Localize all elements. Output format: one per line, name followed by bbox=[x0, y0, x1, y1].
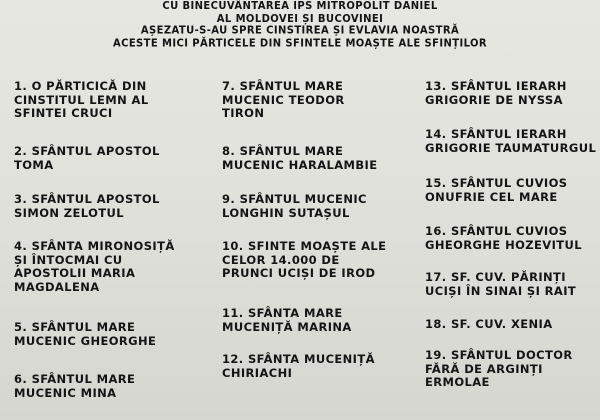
saint-entry-first-line bbox=[425, 225, 582, 239]
saint-entry-first-line bbox=[222, 193, 367, 207]
saint-text: SFÂNTUL IERARH bbox=[450, 79, 567, 93]
saint-text: APOSTOLII MARIA bbox=[14, 266, 136, 280]
saint-number: 13. bbox=[425, 79, 447, 93]
saint-text: SFÂNTUL DOCTOR bbox=[450, 348, 573, 362]
saint-entry-line bbox=[222, 267, 386, 281]
saint-number: 17. bbox=[425, 270, 447, 284]
saint-entry bbox=[425, 318, 553, 332]
saint-entry-first-line bbox=[425, 271, 576, 285]
saint-entry bbox=[14, 373, 135, 400]
saint-entry bbox=[425, 128, 596, 155]
saint-text: SFÂNTUL MUCENIC bbox=[239, 192, 367, 206]
saint-number: 10. bbox=[222, 239, 244, 253]
saint-entry-first-line bbox=[425, 128, 596, 142]
saint-text: SFINTE MOAȘTE ALE bbox=[247, 239, 387, 253]
saint-text: GRIGORIE TAUMATURGUL bbox=[425, 140, 597, 155]
saint-number: 1. bbox=[14, 79, 28, 93]
saint-text: MUCENIȚĂ MARINA bbox=[222, 319, 352, 334]
saint-entry-first-line bbox=[14, 193, 160, 207]
saint-text: TIRON bbox=[222, 106, 265, 120]
saint-number: 3. bbox=[14, 192, 28, 206]
header-line: AȘEZATU-S-AU SPRE CINSTIREA ȘI EVLAVIA NOASTRĂ bbox=[140, 25, 460, 37]
saint-text: SFÂNTA MARE bbox=[247, 306, 343, 320]
saint-entry-first-line bbox=[222, 240, 386, 254]
saint-text: MUCENIC HARALAMBIE bbox=[222, 157, 378, 172]
saint-entry bbox=[425, 225, 582, 252]
saint-entry-first-line bbox=[222, 353, 375, 367]
saint-entry-first-line bbox=[222, 145, 377, 159]
saint-entry-line bbox=[425, 142, 596, 156]
saint-text: SF. CUV. XENIA bbox=[450, 317, 553, 331]
saint-number: 18. bbox=[425, 317, 447, 331]
saint-text: SIMON ZELOTUL bbox=[14, 205, 125, 220]
saint-number: 2. bbox=[14, 144, 28, 158]
saint-text: SFÂNTUL CUVIOS bbox=[450, 176, 568, 190]
saint-entry-first-line bbox=[14, 240, 175, 254]
saint-number: 5. bbox=[14, 320, 28, 334]
saint-number: 7. bbox=[222, 79, 236, 93]
saint-text: ERMOLAE bbox=[425, 375, 490, 389]
saint-text: MUCENIC TEODOR bbox=[222, 92, 345, 107]
saint-text: SFÂNTA MIRONOSIȚĂ bbox=[31, 239, 175, 253]
saint-number: 11. bbox=[222, 306, 244, 320]
saint-entry bbox=[222, 240, 386, 281]
saint-text: CINSTITUL LEMN AL bbox=[14, 92, 149, 107]
saint-text: O PĂRTICICĂ DIN bbox=[31, 79, 147, 93]
saint-number: 6. bbox=[14, 372, 28, 386]
saint-entry-line bbox=[14, 159, 160, 173]
saint-entry bbox=[425, 80, 567, 107]
saint-entry bbox=[425, 177, 567, 204]
saint-entry bbox=[222, 80, 345, 121]
saint-entry bbox=[14, 80, 149, 121]
saint-text: SFÂNTUL MARE bbox=[239, 144, 344, 158]
plaque-header bbox=[0, 0, 600, 50]
saint-entry-line bbox=[14, 107, 149, 121]
saint-number: 9. bbox=[222, 192, 236, 206]
saint-entry-line bbox=[425, 94, 567, 108]
saint-number: 8. bbox=[222, 144, 236, 158]
saint-text: ȘI ÎNTOCMAI CU bbox=[14, 252, 123, 267]
saint-entry-first-line bbox=[425, 177, 567, 191]
saint-entry-line bbox=[14, 254, 175, 268]
saint-text: TOMA bbox=[14, 157, 54, 172]
saint-text: MAGDALENA bbox=[14, 279, 100, 294]
saint-text: MUCENIC MINA bbox=[14, 385, 117, 400]
saint-entry-line bbox=[425, 363, 573, 377]
saint-entry-line bbox=[14, 207, 160, 221]
saint-text: UCIȘI ÎN SINAI ȘI RAIT bbox=[425, 283, 577, 298]
saint-entry-line bbox=[425, 376, 573, 390]
saint-text: SFÂNTUL APOSTOL bbox=[31, 192, 160, 206]
saint-text: SFINTEI CRUCI bbox=[14, 106, 113, 120]
saint-text: CHIRIACHI bbox=[222, 365, 293, 380]
saint-entry-line bbox=[222, 321, 352, 335]
saint-entry-line bbox=[222, 159, 377, 173]
saint-entry-first-line bbox=[425, 80, 567, 94]
saint-entry-line bbox=[14, 335, 156, 349]
saint-entry-first-line bbox=[14, 373, 135, 387]
saint-text: PRUNCI UCIȘI DE IROD bbox=[222, 266, 376, 280]
saint-entry-line bbox=[14, 281, 175, 295]
saint-entry-line bbox=[222, 207, 367, 221]
saint-entry bbox=[14, 240, 175, 294]
saint-entry-line bbox=[425, 191, 567, 205]
saint-text: SFÂNTUL MARE bbox=[239, 79, 344, 93]
saint-number: 14. bbox=[425, 127, 447, 141]
saint-text: GHEORGHE HOZEVITUL bbox=[425, 237, 582, 252]
saint-entry-line bbox=[14, 267, 175, 281]
saint-number: 12. bbox=[222, 352, 244, 366]
saint-text: SFÂNTA MUCENIȚĂ bbox=[247, 352, 375, 366]
header-line: ACESTE MICI PĂRTICELE DIN SFINTELE MOAȘTE ALE SFINȚILOR bbox=[112, 37, 488, 50]
saint-text: SFÂNTUL APOSTOL bbox=[31, 144, 160, 158]
saint-entry-line bbox=[222, 94, 345, 108]
saint-text: SFÂNTUL MARE bbox=[31, 372, 136, 386]
saint-entry bbox=[14, 321, 156, 348]
saint-text: CELOR 14.000 DE bbox=[222, 252, 340, 267]
saint-text: ONUFRIE CEL MARE bbox=[425, 189, 558, 204]
saint-entry bbox=[222, 307, 352, 334]
saint-text: SFÂNTUL IERARH bbox=[450, 127, 567, 141]
saint-text: SF. CUV. PĂRINȚI bbox=[450, 270, 566, 284]
saint-entry-first-line bbox=[425, 318, 553, 332]
saint-entry-first-line bbox=[14, 321, 156, 335]
saint-text: GRIGORIE DE NYSSA bbox=[425, 92, 563, 107]
saint-number: 15. bbox=[425, 176, 447, 190]
saint-number: 16. bbox=[425, 224, 447, 238]
saint-entry bbox=[14, 145, 160, 172]
saint-entry-line bbox=[425, 285, 576, 299]
saint-number: 19. bbox=[425, 348, 447, 362]
saint-entry-first-line bbox=[222, 307, 352, 321]
saint-entry bbox=[222, 353, 375, 380]
saint-entry bbox=[425, 271, 576, 298]
saint-entry-first-line bbox=[222, 80, 345, 94]
saint-entry-line bbox=[14, 94, 149, 108]
saint-entry-line bbox=[222, 367, 375, 381]
saint-entry bbox=[222, 145, 377, 172]
header-line: AL MOLDOVEI ȘI BUCOVINEI bbox=[216, 12, 384, 25]
saint-entry-first-line bbox=[14, 80, 149, 94]
header-line: CU BINECUVÂNTAREA IPS MITROPOLIT DANIEL bbox=[162, 0, 438, 13]
saint-text: SFÂNTUL CUVIOS bbox=[450, 224, 568, 238]
saint-number: 4. bbox=[14, 239, 28, 253]
saint-text: SFÂNTUL MARE bbox=[31, 320, 136, 334]
saint-entry-line bbox=[222, 254, 386, 268]
saint-text: FĂRĂ DE ARGINȚI bbox=[425, 361, 543, 376]
saint-entry-first-line bbox=[14, 145, 160, 159]
saint-entry bbox=[14, 193, 160, 220]
saint-text: LONGHIN SUTAȘUL bbox=[222, 205, 350, 220]
saint-entry-first-line bbox=[425, 349, 573, 363]
saint-text: MUCENIC GHEORGHE bbox=[14, 333, 157, 348]
saint-entry-line bbox=[222, 107, 345, 121]
saint-entry-line bbox=[14, 387, 135, 401]
saint-entry bbox=[425, 349, 573, 390]
saint-entry bbox=[222, 193, 367, 220]
saint-entry-line bbox=[425, 239, 582, 253]
